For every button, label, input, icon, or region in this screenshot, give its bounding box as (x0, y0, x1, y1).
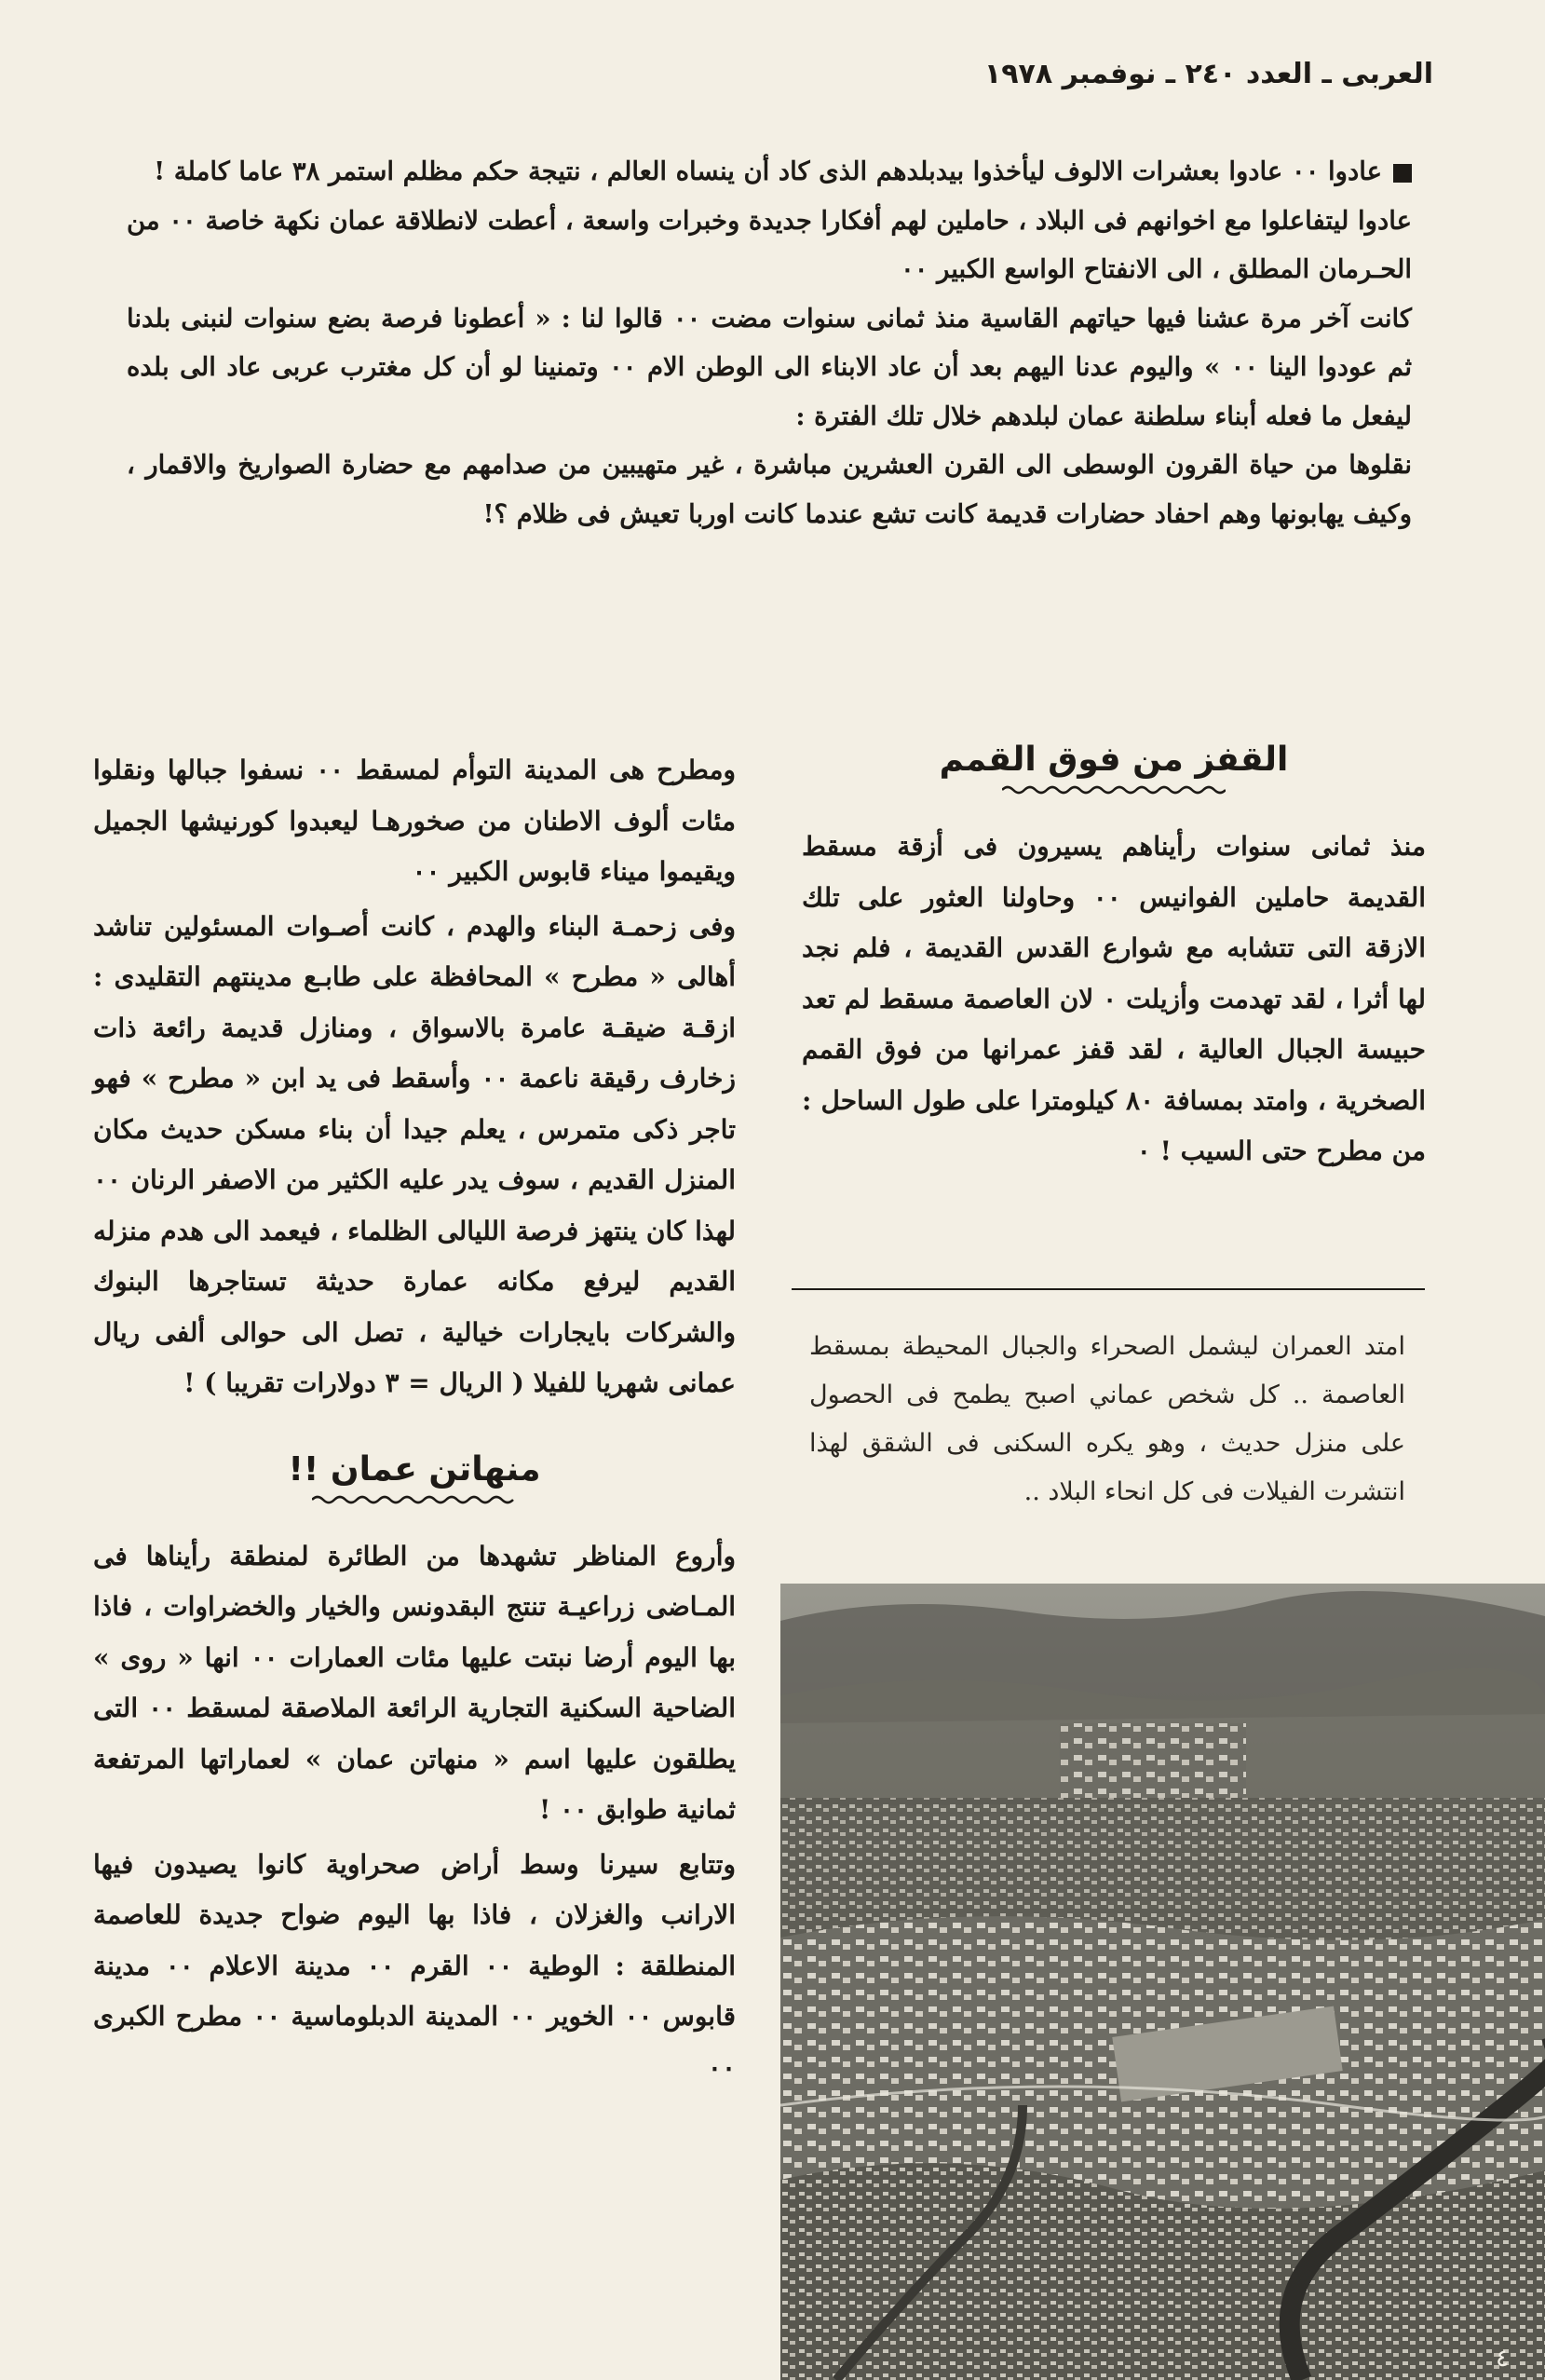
caption-divider (792, 1288, 1425, 1290)
section-body (802, 822, 1426, 1177)
aerial-city-photo (780, 1584, 1545, 2380)
body-paragraph: وأروع المناظر تشهدها من الطائرة لمنطقة رأيناها فى المـاضى زراعيـة تنتج البقدونس والخيار والخضراوات ، فاذا بها اليوم أرضا نبتت عليها مئات العمارات ٠٠ انها « روى » الضاحية السكنية التجارية الرائعة الملاصقة لمسقط ٠٠ التى يطلقون عليها اسم « منهاتن عمان » لعماراتها المرتفعة ثمانية طوابق ٠٠ ! (93, 1540, 736, 1825)
body-paragraph: وفى زحمـة البناء والهدم ، كانت أصـوات المسئولين تناشد أهالى « مطرح » المحافظة على طابـع مدينتهم التقليدى : ازقـة ضيقـة عامرة بالاسواق ، ومنازل قديمة رائعة ذات زخارف رقيقة ناعمة ٠٠ وأسقط فى يد ابن « مطرح » فهو تاجر ذكى متمرس ، يعلم جيدا أن بناء مسكن حديث مكان المنزل القديم ، سوف يدر عليه الكثير من الاصفر الرنان ٠٠ لهذا كان ينتهز فرصة الليالى الظلماء ، فيعمد الى هدم منزله القديم ليرفع مكانه عمارة حديثة تستاجرها البنوك والشركات بايجارات خيالية ، تصل الى حوالى ألفى ريال عمانى شهريا للفيلا ( الريال = ٣ دولارات تقريبا ) ! (93, 910, 736, 1398)
right-column (802, 741, 1426, 1181)
intro-section (127, 147, 1412, 538)
left-column (93, 745, 736, 2097)
wavy-underline-icon (312, 1492, 517, 1507)
intro-paragraph: عادوا ٠٠ عادوا بعشرات الالوف ليأخذوا بيدبلدهم الذى كاد أن ينساه العالم ، نتيجة حكم مظلم استمر ٣٨ عاما كاملة ! (127, 147, 1412, 197)
section-heading: القفز من فوق القمم (939, 741, 1289, 779)
aerial-photo (780, 1584, 1545, 2380)
intro-paragraph: عادوا ليتفاعلوا مع اخوانهم فى البلاد ، حاملين لهم أفكارا جديدة وخبرات واسعة ، أعطت لانطلاقة عمان نكهة خاصة ٠٠ من الحـرمان المطلق ، الى الانفتاح الواسع الكبير ٠٠ (127, 205, 1412, 284)
body-paragraph: ومطرح هى المدينة التوأم لمسقط ٠٠ نسفوا جبالها ونقلوا مئات ألوف الاطنان من صخورهـا ليعبدوا كورنيشها الجميل ويقيموا ميناء قابوس الكبير ٠٠ (93, 755, 736, 887)
section-heading: منهاتن عمان !! (288, 1449, 541, 1489)
column-body (93, 745, 736, 1409)
section-body (93, 1531, 736, 2094)
intro-paragraph: نقلوها من حياة القرون الوسطى الى القرن العشرين مباشرة ، غير متهيبين من صدامهم مع حضارة الصواريخ والاقمار ، وكيف يهابونها وهم احفاد حضارات قديمة كانت تشع عندما كانت اوربا تعيش فى ظلام ؟! (127, 450, 1412, 529)
wavy-underline-icon (1002, 782, 1226, 797)
intro-paragraph: كانت آخر مرة عشنا فيها حياتهم القاسية منذ ثمانى سنوات مضت ٠٠ قالوا لنا : « أعطونا فرصة بضع سنوات لنبنى بلدنا ثم عودوا الينا ٠٠ » واليوم عدنا اليهم بعد أن عاد الابناء الى الوطن الام ٠٠ وتمنينا لو أن كل مغترب عربى عاد الى بلده ليفعل ما فعله أبناء سلطنة عمان لبلدهم خلال تلك الفترة : (127, 303, 1412, 431)
body-paragraph: وتتابع سيرنا وسط أراض صحراوية كانوا يصيدون فيها الارانب والغزلان ، فاذا بها اليوم ضواح جديدة للعاصمة المنطلقة : الوطية ٠٠ القرم ٠٠ مدينة الاعلام ٠٠ مدينة قابوس ٠٠ الخوير ٠٠ المدينة الدبلوماسية ٠٠ مطرح الكبرى ٠٠ (93, 1848, 736, 2083)
body-paragraph: منذ ثمانى سنوات رأيناهم يسيرون فى أزقة مسقط القديمة حاملين الفوانيس ٠٠ وحاولنا العثور على تلك الازقة التى تتشابه مع شوارع القدس القديمة ، فلم نجد لها أثرا ، لقد تهدمت وأزيلت ٠ لان العاصمة مسقط لم تعد حبيسة الجبال العالية ، لقد قفز عمرانها من فوق القمم الصخرية ، وامتد بمسافة ٨٠ كيلومترا على طول الساحل : من مطرح حتى السيب ! ٠ (802, 831, 1427, 1166)
square-bullet-icon (1393, 164, 1412, 183)
photo-caption: امتد العمران ليشمل الصحراء والجبال المحيطة بمسقط العاصمة .. كل شخص عماني اصبح يطمح فى الحصول على منزل حديث ، وهو يكره السكنى فى الشقق لهذا انتشرت الفيلات فى كل انحاء البلاد .. (809, 1332, 1405, 1506)
running-header: العربى ـ العدد ٢٤٠ ـ نوفمبر ١٩٧٨ (983, 58, 1433, 90)
page-mark: ٤ (1496, 2345, 1509, 2373)
